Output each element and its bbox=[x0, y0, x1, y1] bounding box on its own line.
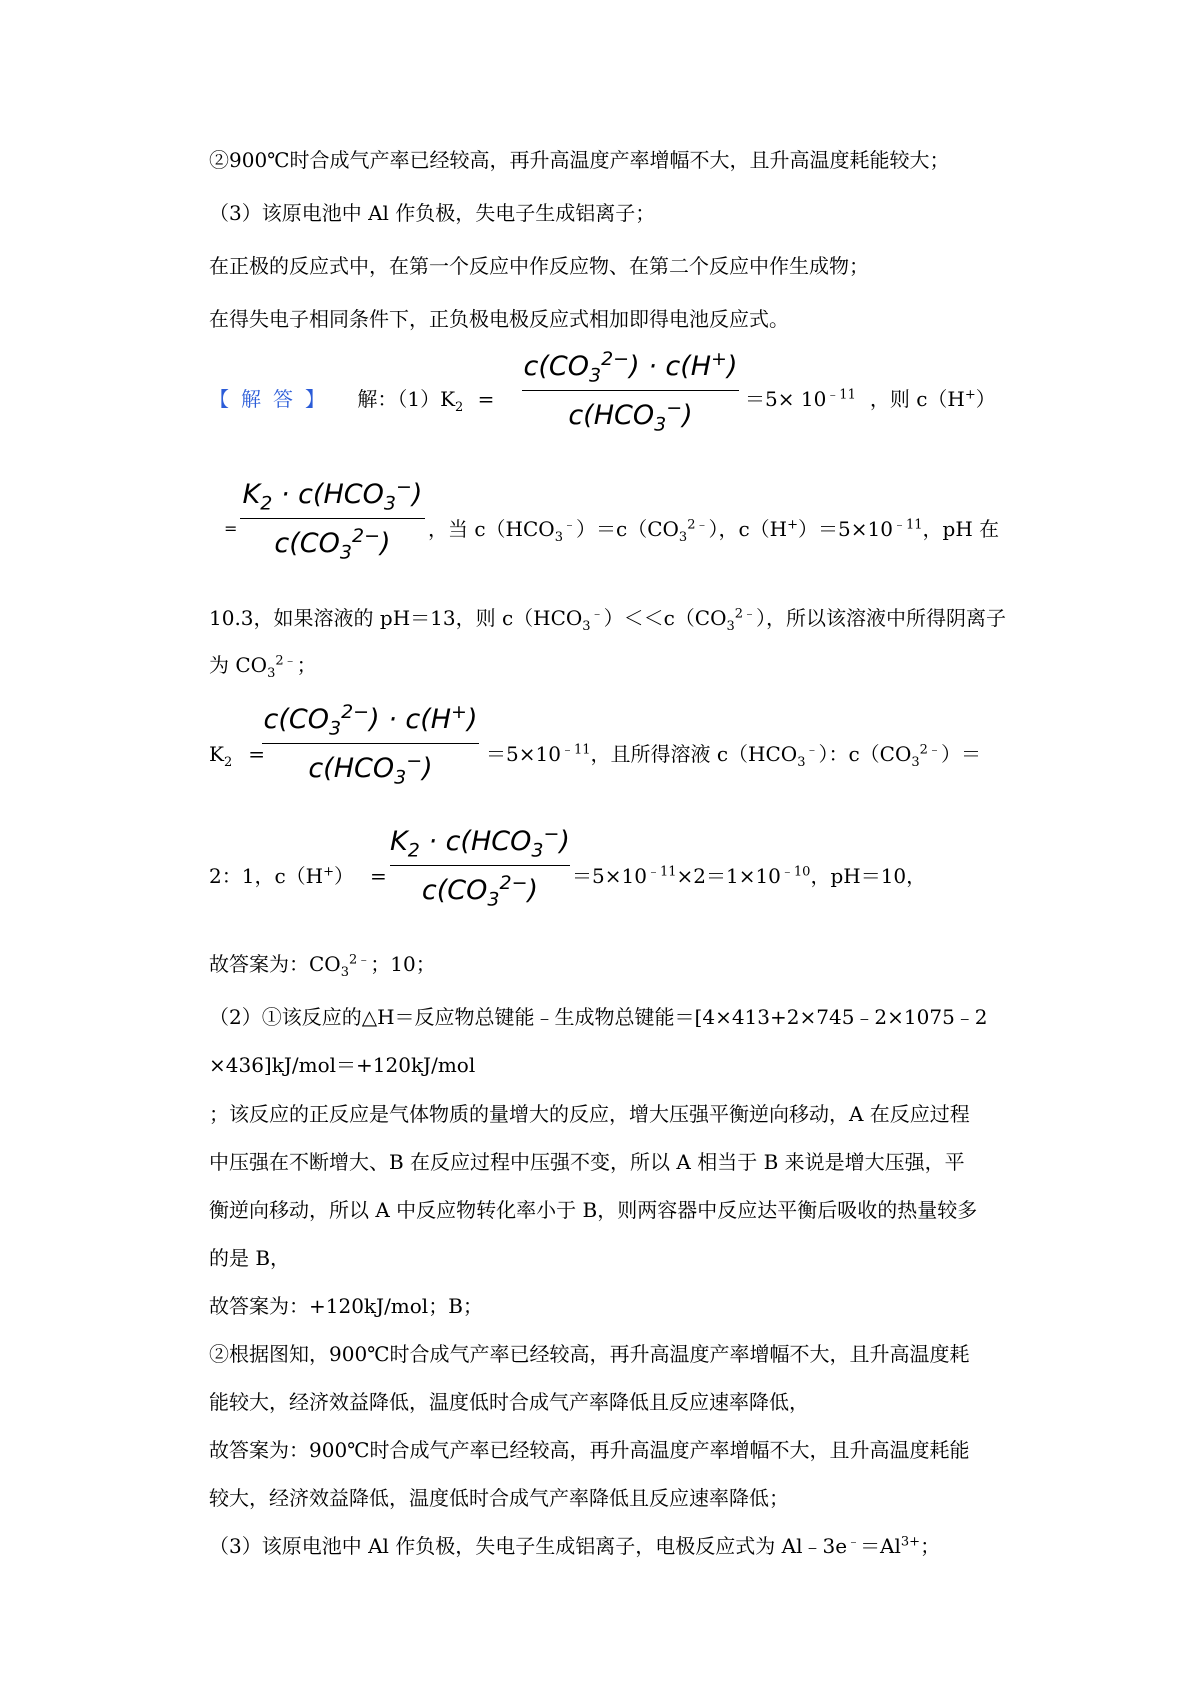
text-line-15: ②根据图知，900℃时合成气产率已经较高，再升高温度产率增幅不大，且升高温度耗 bbox=[209, 1342, 970, 1366]
text-line-1: ②900℃时合成气产率已经较高，再升高温度产率增幅不大，且升高温度耗能较大； bbox=[209, 148, 950, 172]
text-line-16: 能较大，经济效益降低，温度低时合成气产率降低且反应速率降低， bbox=[209, 1390, 809, 1414]
fraction-bar bbox=[240, 518, 425, 519]
text-line-13: 的是 B， bbox=[209, 1246, 291, 1270]
k2-fraction-denominator: $c(HCO_3^-)$ bbox=[568, 397, 693, 436]
fraction-bar bbox=[262, 743, 479, 744]
answer-label: 【解答】 bbox=[209, 387, 337, 411]
formula-line-d: 2：1，c（H+） = bbox=[209, 864, 387, 888]
text-line-5: 10.3，如果溶液的 pH＝13，则 $c(HCO_3^﹣)<<c(CO_3^{2﹣})$，所以该溶液中所得阴离子 bbox=[209, 606, 1007, 634]
answer-formula-line-a-tail: $=5\times 10^{﹣11}$ ，则 c（H+） bbox=[745, 387, 996, 411]
text-line-7: 故答案为：$CO_3^{2﹣}$；10； bbox=[209, 952, 436, 980]
formula-line-b-tail: ，当 $c(HCO_3^﹣)=c(CO_3^{2﹣})$，$c(H^+)=5\times 10^{﹣11}$，pH 在 bbox=[428, 517, 1000, 545]
text-line-2: （3）该原电池中 Al 作负极，失电子生成铝离子； bbox=[209, 201, 656, 225]
k2-fraction-2-numerator: $c(CO_3^{2-}) \cdot c(H^+)$ bbox=[263, 701, 478, 740]
text-line-12: 衡逆向移动，所以 A 中反应物转化率小于 B，则两容器中反应达平衡后吸收的热量较多 bbox=[209, 1198, 978, 1222]
h-fraction-1-numerator: $K_2 \cdot c(HCO_3^-)$ bbox=[242, 476, 423, 515]
text-line-3: 在正极的反应式中，在第一个反应中作反应物、在第二个反应中作生成物； bbox=[209, 254, 869, 278]
text-line-4: 在得失电子相同条件下，正负极电极反应式相加即得电池反应式。 bbox=[209, 307, 789, 331]
h-fraction-1-denominator: $c(CO_3^{2-})$ bbox=[274, 525, 391, 564]
formula-line-d-tail: $=5\times 10^{﹣11}\times 2=1\times 10^{﹣10}$，pH＝10， bbox=[572, 864, 927, 888]
k2-fraction bbox=[522, 348, 739, 436]
equals-sign: = bbox=[477, 387, 495, 411]
text-line-10: ；该反应的正反应是气体物质的量增大的反应，增大压强平衡逆向移动，A 在反应过程 bbox=[209, 1102, 970, 1126]
k2-fraction-2 bbox=[262, 701, 479, 789]
h-fraction-1 bbox=[240, 476, 425, 564]
answer-formula-line-a bbox=[209, 385, 494, 413]
text-line-6: 为 $CO_3^{2﹣}$； bbox=[209, 653, 317, 681]
text-line-11: 中压强在不断增大、B 在反应过程中压强不变，所以 A 相当于 B 来说是增大压强，平 bbox=[209, 1150, 965, 1174]
fraction-bar bbox=[522, 390, 739, 391]
formula-line-c-tail: $=5\times 10^{﹣11}$，且所得溶液 $c(HCO_3^﹣)$：$c(CO_3^{2﹣})=$ bbox=[486, 742, 981, 770]
text-line-17: 故答案为：900℃时合成气产率已经较高，再升高温度产率增幅不大，且升高温度耗能 bbox=[209, 1438, 970, 1462]
fraction-bar bbox=[390, 865, 570, 866]
text-line-8: （2）①该反应的△H＝反应物总键能﹣生成物总键能＝[4×413+2×745﹣2×1075﹣2 bbox=[209, 1005, 988, 1029]
text-line-19: （3）该原电池中 Al 作负极，失电子生成铝离子，电极反应式为 $Al﹣3e^﹣=Al^{3+}$； bbox=[209, 1534, 941, 1558]
h-fraction-2-numerator: $K_2 \cdot c(HCO_3^-)$ bbox=[390, 823, 570, 862]
text-line-14: 故答案为：+120kJ/mol；B； bbox=[209, 1294, 483, 1318]
answer-k2-text: 解：$(1)K_2$ bbox=[357, 387, 464, 415]
text-line-18: 较大，经济效益降低，温度低时合成气产率降低且反应速率降低； bbox=[209, 1486, 789, 1510]
formula-line-b-eq: = bbox=[224, 519, 238, 538]
k2-fraction-numerator: $c(CO_3^{2-}) \cdot c(H^+)$ bbox=[523, 348, 738, 387]
text-line-9: ×436]kJ/mol＝+120kJ/mol bbox=[209, 1053, 476, 1077]
formula-line-c: $K_2$ = bbox=[209, 742, 265, 770]
h-fraction-2-denominator: $c(CO_3^{2-})$ bbox=[421, 872, 539, 911]
k2-fraction-2-denominator: $c(HCO_3^-)$ bbox=[308, 750, 433, 789]
h-fraction-2 bbox=[390, 823, 570, 911]
